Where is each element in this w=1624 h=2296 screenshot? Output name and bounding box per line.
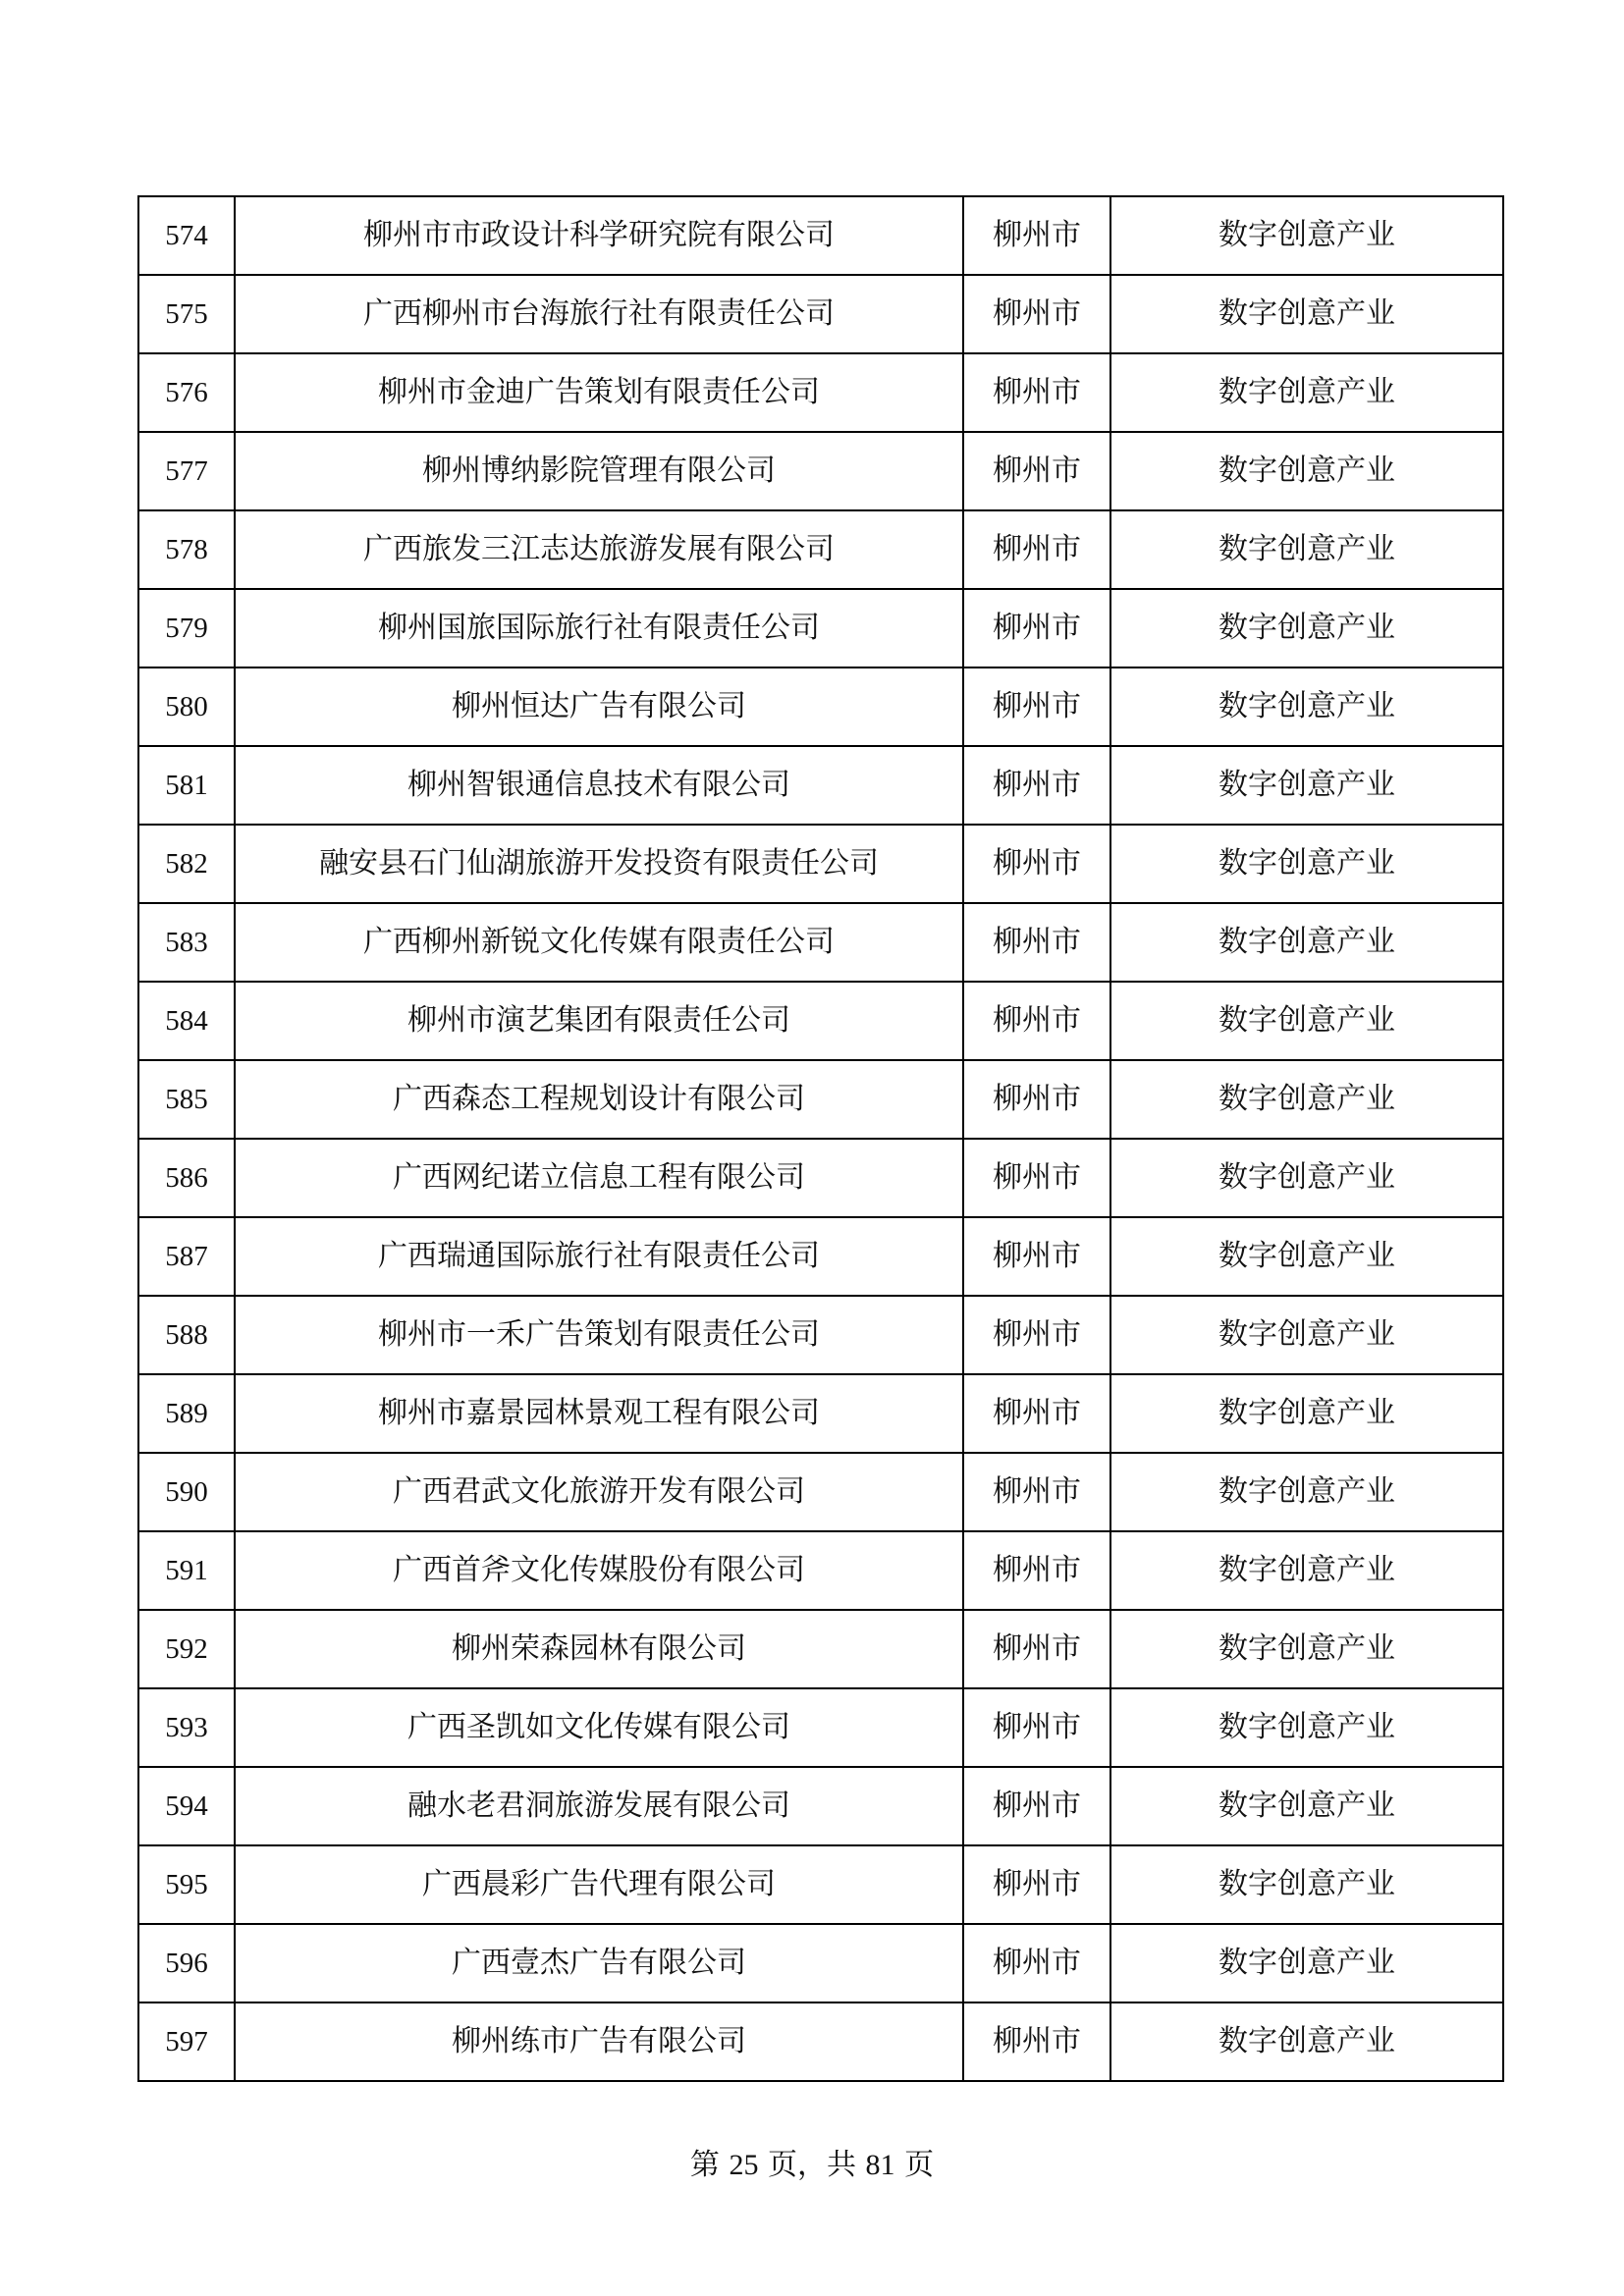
industry-cell: 数字创意产业 [1110, 1296, 1503, 1374]
city-cell: 柳州市 [963, 667, 1110, 746]
city-cell: 柳州市 [963, 432, 1110, 510]
company-name-cell: 广西首斧文化传媒股份有限公司 [235, 1531, 963, 1610]
table-row [138, 1139, 1503, 1217]
row-number-cell: 591 [138, 1531, 235, 1610]
company-name-cell: 柳州博纳影院管理有限公司 [235, 432, 963, 510]
industry-cell: 数字创意产业 [1110, 903, 1503, 982]
row-number-cell: 586 [138, 1139, 235, 1217]
row-number-cell: 595 [138, 1845, 235, 1924]
row-number-cell: 577 [138, 432, 235, 510]
row-number-cell: 596 [138, 1924, 235, 2002]
table-row [138, 1610, 1503, 1688]
industry-cell: 数字创意产业 [1110, 1845, 1503, 1924]
row-number-cell: 590 [138, 1453, 235, 1531]
table-row [138, 903, 1503, 982]
industry-cell: 数字创意产业 [1110, 432, 1503, 510]
table-row [138, 1296, 1503, 1374]
industry-cell: 数字创意产业 [1110, 982, 1503, 1060]
city-cell: 柳州市 [963, 1139, 1110, 1217]
city-cell: 柳州市 [963, 1924, 1110, 2002]
city-cell: 柳州市 [963, 196, 1110, 275]
company-name-cell: 广西晨彩广告代理有限公司 [235, 1845, 963, 1924]
table-row [138, 1688, 1503, 1767]
city-cell: 柳州市 [963, 825, 1110, 903]
row-number-cell: 597 [138, 2002, 235, 2081]
industry-cell: 数字创意产业 [1110, 1374, 1503, 1453]
table-row [138, 275, 1503, 353]
company-name-cell: 广西柳州新锐文化传媒有限责任公司 [235, 903, 963, 982]
company-name-cell: 广西旅发三江志达旅游发展有限公司 [235, 510, 963, 589]
table-row [138, 432, 1503, 510]
table-row [138, 825, 1503, 903]
industry-cell: 数字创意产业 [1110, 196, 1503, 275]
row-number-cell: 593 [138, 1688, 235, 1767]
company-name-cell: 柳州市一禾广告策划有限责任公司 [235, 1296, 963, 1374]
industry-cell: 数字创意产业 [1110, 1060, 1503, 1139]
table-row [138, 1845, 1503, 1924]
industry-cell: 数字创意产业 [1110, 1217, 1503, 1296]
row-number-cell: 592 [138, 1610, 235, 1688]
industry-cell: 数字创意产业 [1110, 1610, 1503, 1688]
company-name-cell: 融安县石门仙湖旅游开发投资有限责任公司 [235, 825, 963, 903]
industry-cell: 数字创意产业 [1110, 1767, 1503, 1845]
city-cell: 柳州市 [963, 746, 1110, 825]
city-cell: 柳州市 [963, 1531, 1110, 1610]
industry-cell: 数字创意产业 [1110, 353, 1503, 432]
table-row [138, 1453, 1503, 1531]
company-name-cell: 柳州国旅国际旅行社有限责任公司 [235, 589, 963, 667]
company-name-cell: 广西壹杰广告有限公司 [235, 1924, 963, 2002]
row-number-cell: 581 [138, 746, 235, 825]
company-name-cell: 广西瑞通国际旅行社有限责任公司 [235, 1217, 963, 1296]
company-table-body [138, 196, 1503, 2081]
city-cell: 柳州市 [963, 1453, 1110, 1531]
footer-middle: 页，共 [758, 2148, 866, 2182]
city-cell: 柳州市 [963, 1767, 1110, 1845]
footer-current-page: 25 [729, 2149, 759, 2181]
company-name-cell: 柳州市金迪广告策划有限责任公司 [235, 353, 963, 432]
industry-cell: 数字创意产业 [1110, 1453, 1503, 1531]
city-cell: 柳州市 [963, 1610, 1110, 1688]
table-row [138, 746, 1503, 825]
row-number-cell: 588 [138, 1296, 235, 1374]
industry-cell: 数字创意产业 [1110, 589, 1503, 667]
company-name-cell: 柳州恒达广告有限公司 [235, 667, 963, 746]
industry-cell: 数字创意产业 [1110, 510, 1503, 589]
table-row [138, 2002, 1503, 2081]
industry-cell: 数字创意产业 [1110, 2002, 1503, 2081]
industry-cell: 数字创意产业 [1110, 746, 1503, 825]
company-name-cell: 广西网纪诺立信息工程有限公司 [235, 1139, 963, 1217]
company-name-cell: 柳州荣森园林有限公司 [235, 1610, 963, 1688]
city-cell: 柳州市 [963, 1296, 1110, 1374]
table-row [138, 589, 1503, 667]
industry-cell: 数字创意产业 [1110, 825, 1503, 903]
row-number-cell: 585 [138, 1060, 235, 1139]
row-number-cell: 574 [138, 196, 235, 275]
row-number-cell: 578 [138, 510, 235, 589]
row-number-cell: 584 [138, 982, 235, 1060]
table-row [138, 1531, 1503, 1610]
industry-cell: 数字创意产业 [1110, 1688, 1503, 1767]
row-number-cell: 579 [138, 589, 235, 667]
city-cell: 柳州市 [963, 1217, 1110, 1296]
table-row [138, 196, 1503, 275]
city-cell: 柳州市 [963, 510, 1110, 589]
table-row [138, 1767, 1503, 1845]
row-number-cell: 587 [138, 1217, 235, 1296]
city-cell: 柳州市 [963, 1845, 1110, 1924]
city-cell: 柳州市 [963, 275, 1110, 353]
city-cell: 柳州市 [963, 1374, 1110, 1453]
footer-prefix: 第 [689, 2148, 730, 2182]
city-cell: 柳州市 [963, 2002, 1110, 2081]
table-row [138, 353, 1503, 432]
company-name-cell: 广西森态工程规划设计有限公司 [235, 1060, 963, 1139]
table-row [138, 510, 1503, 589]
row-number-cell: 589 [138, 1374, 235, 1453]
company-name-cell: 广西柳州市台海旅行社有限责任公司 [235, 275, 963, 353]
company-table [137, 195, 1504, 2082]
row-number-cell: 594 [138, 1767, 235, 1845]
industry-cell: 数字创意产业 [1110, 667, 1503, 746]
row-number-cell: 576 [138, 353, 235, 432]
table-row [138, 1374, 1503, 1453]
footer-total-pages: 81 [865, 2149, 895, 2181]
company-name-cell: 柳州智银通信息技术有限公司 [235, 746, 963, 825]
industry-cell: 数字创意产业 [1110, 275, 1503, 353]
row-number-cell: 583 [138, 903, 235, 982]
industry-cell: 数字创意产业 [1110, 1139, 1503, 1217]
table-row [138, 1924, 1503, 2002]
company-table-container [137, 195, 1502, 2082]
city-cell: 柳州市 [963, 353, 1110, 432]
company-name-cell: 广西圣凯如文化传媒有限公司 [235, 1688, 963, 1767]
company-name-cell: 广西君武文化旅游开发有限公司 [235, 1453, 963, 1531]
industry-cell: 数字创意产业 [1110, 1924, 1503, 2002]
table-row [138, 982, 1503, 1060]
row-number-cell: 580 [138, 667, 235, 746]
company-name-cell: 融水老君洞旅游发展有限公司 [235, 1767, 963, 1845]
table-row [138, 667, 1503, 746]
company-name-cell: 柳州市演艺集团有限责任公司 [235, 982, 963, 1060]
city-cell: 柳州市 [963, 1688, 1110, 1767]
row-number-cell: 575 [138, 275, 235, 353]
city-cell: 柳州市 [963, 1060, 1110, 1139]
industry-cell: 数字创意产业 [1110, 1531, 1503, 1610]
city-cell: 柳州市 [963, 589, 1110, 667]
footer-suffix: 页 [894, 2148, 935, 2182]
city-cell: 柳州市 [963, 903, 1110, 982]
table-row [138, 1060, 1503, 1139]
company-name-cell: 柳州练市广告有限公司 [235, 2002, 963, 2081]
page-footer [0, 2140, 1624, 2183]
row-number-cell: 582 [138, 825, 235, 903]
city-cell: 柳州市 [963, 982, 1110, 1060]
company-name-cell: 柳州市嘉景园林景观工程有限公司 [235, 1374, 963, 1453]
company-name-cell: 柳州市市政设计科学研究院有限公司 [235, 196, 963, 275]
table-row [138, 1217, 1503, 1296]
